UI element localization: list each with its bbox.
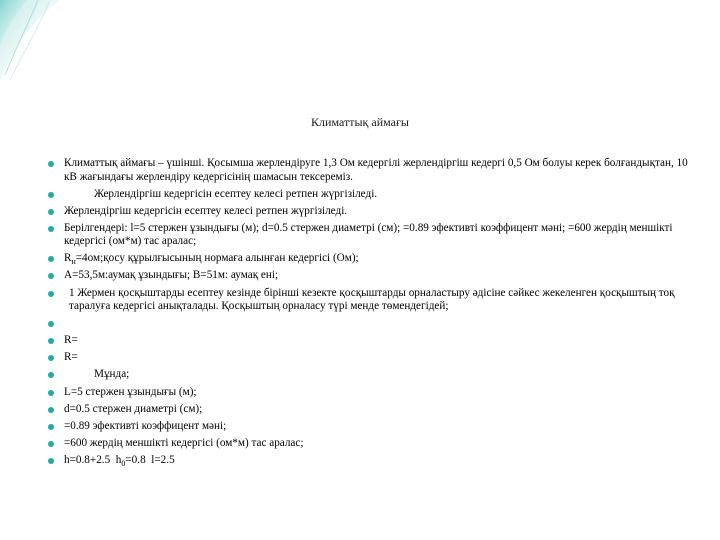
list-item-text: =0.89 эфективті коэффицент мәні; xyxy=(64,419,227,432)
bullet-icon xyxy=(48,256,54,262)
bullet-icon xyxy=(48,372,54,378)
rn-subscript: н xyxy=(71,257,76,267)
bullet-icon xyxy=(48,338,54,344)
list-item xyxy=(48,188,688,202)
l-value: l=2.5 xyxy=(151,453,175,466)
list-item-text: Жерлендіргіш кедергісін есептеу келесі ретпен жүргізіледі. xyxy=(94,187,378,200)
bullet-icon xyxy=(48,424,54,430)
h0-symbol: h xyxy=(115,453,122,466)
bullet-icon xyxy=(48,321,54,327)
list-item xyxy=(48,368,688,382)
list-item xyxy=(48,351,688,365)
list-item-text: R= xyxy=(64,334,78,347)
bullet-icon xyxy=(48,441,54,447)
list-item-text: А=53,5м:аумақ ұзындығы; В=51м: аумақ ені; xyxy=(64,269,279,282)
rn-symbol: R xyxy=(64,252,72,265)
list-item-text: Мұнда; xyxy=(94,368,130,381)
list-item xyxy=(48,454,688,468)
list-item-text: Климаттық аймағы – үшінші. Қосымша жерлендіруге 1,3 Ом кедергілі жерлендіргіш кедергі 0,5 Ом болуы керек болғандықтан, 10 кВ жағындағы жерлендіру кедергісінің шамасын тексереміз. xyxy=(64,157,688,183)
bullet-icon xyxy=(48,161,54,167)
bullet-icon xyxy=(48,226,54,232)
list-item-text: Жерлендіргіш кедергісін есептеу келесі ретпен жүргізіледі. xyxy=(64,204,348,217)
list-item xyxy=(48,252,688,266)
rn-text: =4ом;қосу құрылғысының нормаға алынған кедергісі (Ом); xyxy=(75,252,359,265)
list-item-text: L=5 стержен ұзындығы (м); xyxy=(64,385,197,398)
list-item-text: R= xyxy=(64,351,78,364)
list-item-text xyxy=(64,252,688,266)
list-item xyxy=(48,317,688,331)
corner-decoration xyxy=(0,0,130,100)
list-item-text xyxy=(64,454,688,468)
bullet-icon xyxy=(48,407,54,413)
h0-subscript: 0 xyxy=(121,459,126,469)
bullet-list xyxy=(48,157,688,471)
list-item xyxy=(48,269,688,283)
bullet-icon xyxy=(48,192,54,198)
bullet-icon xyxy=(48,291,54,297)
list-item xyxy=(48,420,688,434)
list-item xyxy=(48,205,688,219)
list-item-text: 1 Жермен қосқыштарды есептеу кезінде бірінші кезекте қосқыштарды орналастыру әдісіне сәйкес жекеленген қосқыштың тоқ таралуға кедергісі анықталады. Қосқыштың орналасу түрі менде төмендегідей; xyxy=(69,286,675,313)
list-item-text: =600 жердің меншікті кедергісі (ом*м) тас аралас; xyxy=(64,436,304,449)
bullet-icon xyxy=(48,390,54,396)
list-item xyxy=(48,437,688,451)
h-formula: h=0.8+2.5 xyxy=(64,453,111,466)
list-item xyxy=(48,403,688,417)
bullet-icon xyxy=(48,355,54,361)
list-item-text: Берілгендері: l=5 стержен ұзындығы (м); d=0.5 стержен диаметрі (см); =0.89 эфективті коэффицент мәні; =600 жердің меншікті кедергісі (ом*м) тас аралас; xyxy=(64,221,673,248)
slide-title: Климаттық аймағы xyxy=(311,115,409,129)
list-item xyxy=(48,334,688,348)
list-item xyxy=(48,287,688,314)
bullet-icon xyxy=(48,209,54,215)
list-item xyxy=(48,386,688,400)
h0-value: =0.8 xyxy=(125,453,146,466)
list-item xyxy=(48,157,688,184)
bullet-icon xyxy=(48,273,54,279)
bullet-icon xyxy=(48,458,54,464)
list-item xyxy=(48,222,688,249)
list-item-text: d=0.5 стержен диаметрі (см); xyxy=(64,402,203,415)
